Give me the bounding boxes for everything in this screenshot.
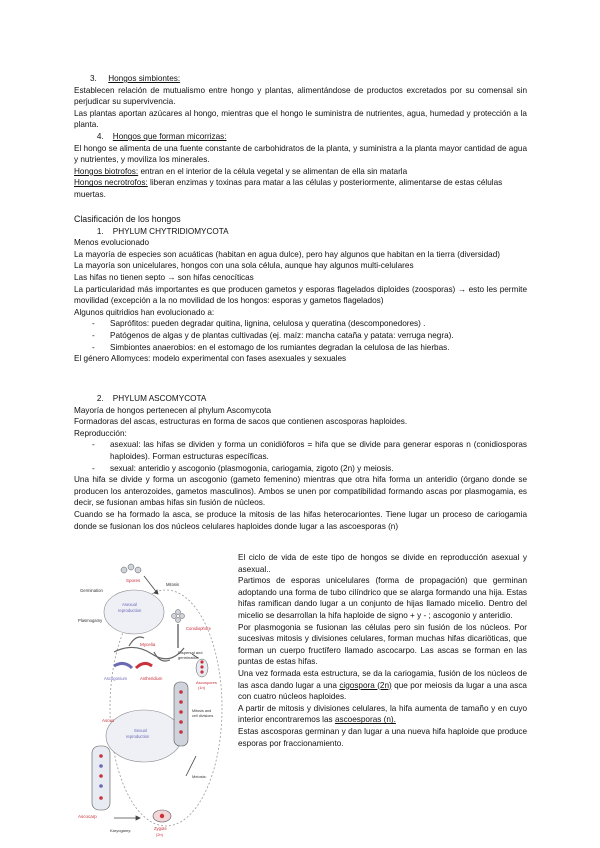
paragraph: Establecen relación de mutualismo entre hongo y plantas, alimentándose de productos excretados por su comensal sin perjudicar su supervivencia. bbox=[74, 85, 527, 107]
bullet-list bbox=[74, 439, 527, 474]
label-asexual: Asexual bbox=[122, 602, 137, 607]
ascocarp-icon bbox=[174, 682, 188, 746]
list-item-text: Patógenos de algas y de plantas cultivadas (ej. maíz: mancha cataña y patata: verruga negra). bbox=[110, 330, 454, 340]
section-hongos-simbiontes bbox=[74, 73, 527, 201]
life-cycle-description bbox=[238, 552, 527, 749]
phylum-number: 1. bbox=[96, 226, 104, 236]
zygote-icon bbox=[153, 810, 171, 822]
label-germination-2: germination bbox=[178, 655, 199, 660]
phylum-number: 2. bbox=[96, 394, 104, 403]
text-run: que por meiosis da lugar a una asca con cuatro núcleos haploides. bbox=[238, 680, 527, 702]
section-heading bbox=[74, 131, 527, 143]
paragraph: La particularidad más importantes es que producen gametos y esporas flagelados diploides (zoosporas) → esto les permite movilidad (excepción a la no movilidad de los hongos: esporas y gametos flagelados) bbox=[74, 284, 527, 306]
list-item-text: sexual: anteridio y ascogonio (plasmogonia, cariogamia, zigoto (2n) y meiosis. bbox=[110, 463, 394, 473]
label-spores: Spores bbox=[126, 578, 141, 583]
section-number: 4. bbox=[96, 131, 104, 141]
paragraph: Reproducción: bbox=[74, 428, 127, 438]
paragraph: Mayoría de hongos pertenecen al phylum Ascomycota bbox=[74, 405, 272, 415]
section-title: Clasificación de los hongos bbox=[74, 214, 181, 224]
list-item: - Patógenos de algas y de plantas cultivadas (ej. maíz: mancha cataña y patata: verruga negra). bbox=[92, 330, 454, 340]
phylum-title: PHYLUM ASCOMYCOTA bbox=[112, 394, 207, 403]
list-item-text: Simbiontes anaerobios: en el estomago de los rumiantes degradan la celulosa de las hierbas. bbox=[110, 342, 450, 352]
label-conidiophore: Conidiophore bbox=[186, 626, 211, 631]
definition-text: liberan enzimas y toxinas para matar a las células y posteriormente, alimentarse de estas células muertas. bbox=[74, 178, 503, 199]
paragraph: Una hifa se divide y forma un ascogonio (gameto femenino) mientras que otra hifa forma un anteridio (órgano donde se producen los anterozoides, gametos masculinos). Ambos se unen por compatibilidad formando ascas por plasmogamia, es decir, se fusionan ambas hifas sin fusión de núcleos. bbox=[74, 475, 527, 508]
section-clasificacion bbox=[74, 214, 527, 365]
label-ascogonium: Ascogonium bbox=[104, 676, 128, 681]
label-zygote: Zygote bbox=[154, 826, 167, 831]
label-ascus: Ascus bbox=[102, 718, 115, 723]
label-zygote-n: (2n) bbox=[156, 832, 164, 837]
paragraph: El hongo se alimenta de una fuente constante de carbohidratos de la planta, y suministra a la planta mayor cantidad de agua y nutrientes, y moviliza los minerales. bbox=[74, 143, 527, 165]
list-item: - asexual: las hifas se dividen y forma un conidióforos = hifa que se divide para generar esporas n (conidiosporas haploides). Forman estructuras específicas. bbox=[92, 440, 527, 461]
ascospores-icon bbox=[196, 659, 208, 677]
paragraph bbox=[238, 703, 527, 726]
paragraph: Las plantas aportan azúcares al hongo, mientras que el hongo le suministra de nutrientes, agua, humedad y protección a la planta. bbox=[74, 108, 527, 130]
ascus-icon bbox=[92, 746, 110, 810]
phylum-heading bbox=[74, 393, 527, 405]
label-mitosis-cell: Mitosis and bbox=[192, 709, 212, 713]
definition-biotrofos bbox=[74, 166, 527, 178]
paragraph: Por plasmogonia se fusionan las células pero sin fusión de los núcleos. Por sucesivas mitosis y divisiones celulares, forman muchas hifas dicariöticas, que forman un cuerpo fructífero llamado ascocarpo. Las ascas se forman en las puntas de estas hifas. bbox=[238, 622, 527, 667]
paragraph: El género Allomyces: modelo experimental con fases asexuales y sexuales bbox=[74, 354, 347, 364]
label-ascocarp: Ascocarp bbox=[78, 814, 97, 819]
bullet-list bbox=[74, 318, 527, 353]
label-cell-division: cell divisions bbox=[192, 714, 214, 718]
label-meiosis: Meiosis: bbox=[192, 774, 207, 779]
label-antheridium: Antheridium bbox=[140, 676, 163, 681]
label-mycelia: Mycelia bbox=[140, 642, 156, 647]
paragraph: Menos evolucionado bbox=[74, 238, 150, 248]
label-ascospores: Ascospores bbox=[196, 680, 217, 685]
definition-necrotrofos bbox=[74, 177, 527, 200]
label-germination: Germination bbox=[80, 588, 103, 593]
label-sexual: Sexual bbox=[134, 728, 147, 733]
paragraph: La mayoría son unicelulares, hongos con una sola célula, aunque hay algunos multi-celulares bbox=[74, 261, 414, 271]
phylum-title: PHYLUM CHYTRIDIOMYCOTA bbox=[112, 226, 229, 236]
definition-text: entran en el interior de la célula vegetal y se alimentan de ella sin matarla bbox=[138, 166, 408, 176]
list-item: - sexual: anteridio y ascogonio (plasmogonia, cariogamia, zigoto (2n) y meiosis. bbox=[92, 463, 394, 473]
paragraph: Partimos de esporas unicelulares (forma de propagación) que germinan adoptando una forma de tubo cilíndrico que se alarga formando una hija. Estas hifas ramifican dando lugar a un conjunto de hijas llamado micelio. Dentro del micelio se desarrollan la hifa haploide de signo + y - ; ascogonio y anteridio. bbox=[238, 576, 527, 620]
label-ascospores-n: (1n) bbox=[198, 685, 206, 690]
life-cycle-diagram bbox=[74, 556, 230, 844]
paragraph bbox=[238, 668, 527, 703]
label-dispersal: Dispersal and bbox=[178, 650, 203, 655]
paragraph: La mayoría de especies son acuáticas (habitan en agua dulce), pero hay algunos que habitan en la tierra (diversidad) bbox=[74, 249, 501, 259]
label-karyogamy: Karyogamy: bbox=[110, 828, 132, 833]
section-heading bbox=[74, 73, 527, 85]
paragraph: Formadoras del ascas, estructuras en forma de sacos que contienen ascosporas haploides. bbox=[74, 417, 408, 427]
list-item: - Simbiontes anaerobios: en el estomago de los rumiantes degradan la celulosa de las hierbas. bbox=[92, 342, 450, 352]
paragraph: Cuando se ha formado la asca, se produce la mitosis de las hifas heterocariontes. Tiene lugar un proceso de cariogamia donde se fusionan los dos núcleos celulares haploides donde lugar a las ascoesporas (n) bbox=[74, 509, 527, 531]
label-plasmogamy: Plasmogamy bbox=[78, 618, 103, 623]
label-reproduction: reproduction bbox=[118, 608, 142, 613]
life-cycle-figure bbox=[74, 556, 230, 844]
section-title: Hongos que forman micorrizas: bbox=[112, 131, 227, 141]
text-run: A partir de mitosis y divisiones celulares, la hifa aumenta de tamaño y en cuyo interior encontraremos las bbox=[238, 703, 527, 725]
paragraph: Las hifas no tienen septo → son hifas cenocíticas bbox=[74, 272, 254, 282]
term: Hongos biotrofos: bbox=[74, 166, 139, 176]
phylum-heading bbox=[74, 226, 527, 238]
section-title: Hongos simbiontes: bbox=[108, 74, 181, 83]
paragraph: El ciclo de vida de este tipo de hongos se divide en reproducción asexual y asexual.. bbox=[238, 553, 527, 574]
section-number: 3. bbox=[90, 74, 97, 83]
label-mitosis: Mitosis bbox=[166, 582, 180, 587]
term: ascoesporas (n). bbox=[334, 715, 396, 725]
paragraph: Estas ascosporas germinan y dan lugar a una nueva hifa haploide que produce esporas por fraccionamiento. bbox=[238, 726, 527, 748]
label-reproduction-2: reproduction bbox=[126, 734, 150, 739]
section-ascomycota bbox=[74, 393, 527, 532]
term: Hongos necrotrofos: bbox=[74, 178, 148, 188]
list-item: - Saprófitos: pueden degradar quitina, lignina, celulosa y queratina (descomponedores) . bbox=[92, 319, 426, 329]
text-run: Una vez formada esta estructura, se da la cariogamia, fusión de los núcleos de las asca dando lugar a una bbox=[238, 668, 527, 690]
list-item-text: asexual: las hifas se dividen y forma un conidióforos = hifa que se divide para generar esporas n (conidiosporas haploides). Forman estructuras específicas. bbox=[110, 440, 527, 461]
list-item-text: Saprófitos: pueden degradar quitina, lignina, celulosa y queratina (descomponedores) . bbox=[110, 319, 426, 329]
term: cigospora (2n) bbox=[339, 680, 392, 690]
paragraph: Algunos quitridios han evolucionado a: bbox=[74, 307, 215, 317]
